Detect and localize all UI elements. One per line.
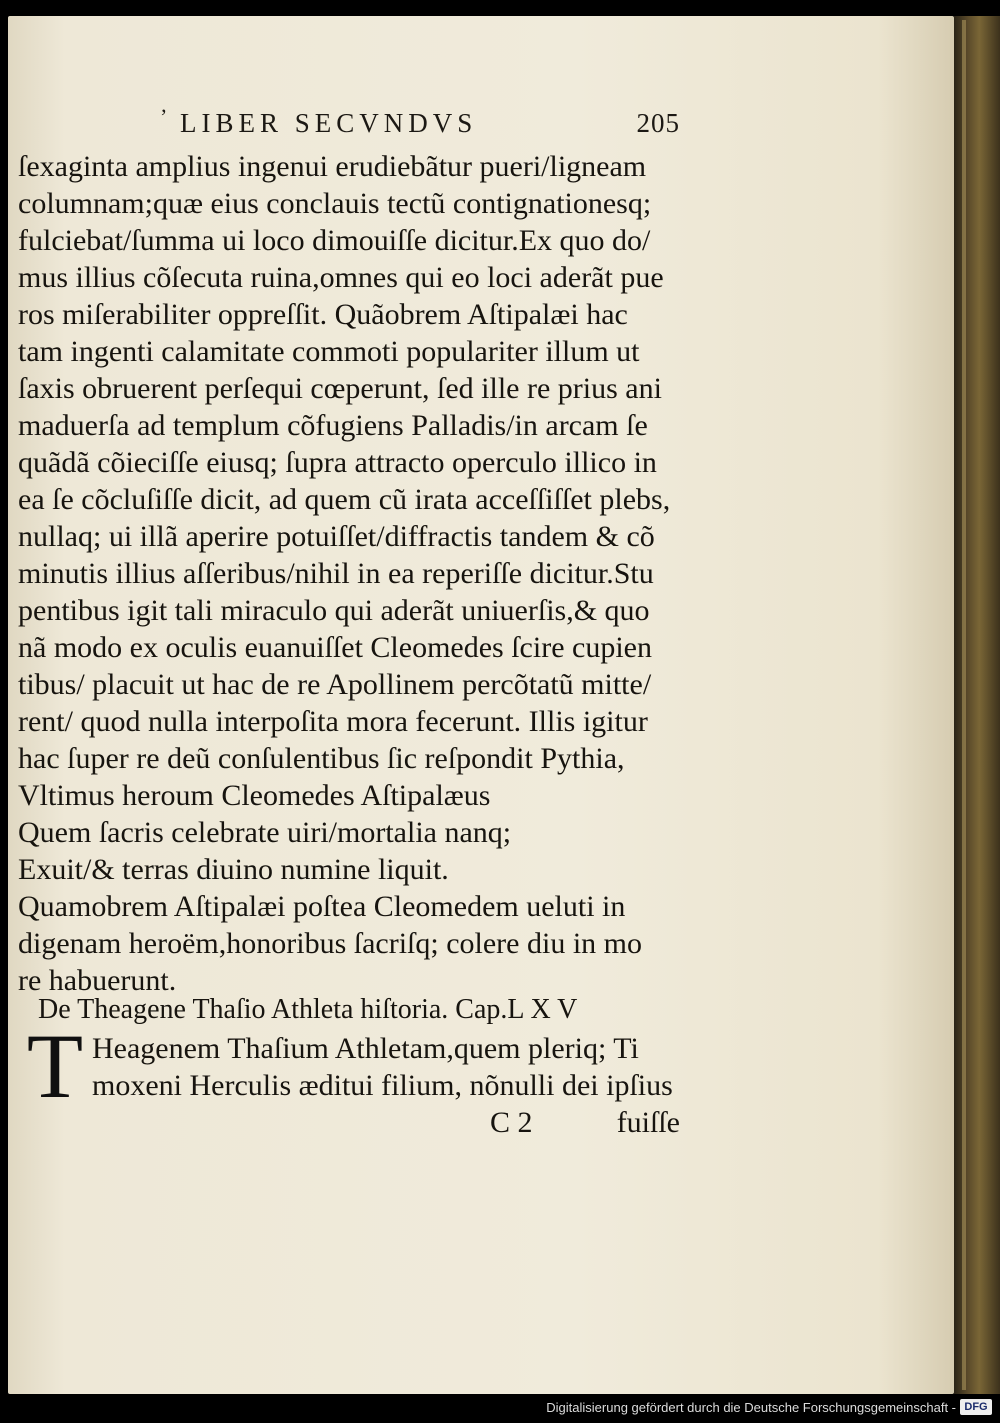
running-title: LIBER SECVNDVS <box>180 108 478 138</box>
book-spine <box>954 16 1000 1394</box>
page-foot <box>490 1106 680 1146</box>
text-line: digenam heroëm,honoribus ſacriſq; colere diu in mo <box>18 927 642 960</box>
text-line: ſexaginta amplius ingenui erudiebãtur pueri/ligneam <box>18 150 647 183</box>
verse-line: Exuit/& terras diuino numine liquit. <box>18 853 449 886</box>
text-line: moxeni Herculis æditui filium, nõnulli dei ipſius <box>92 1069 673 1102</box>
text-line: ros miſerabiliter oppreſſit. Quãobrem Aſtipalæi hac <box>18 298 628 331</box>
verse-line: Vltimus heroum Cleomedes Aſtipalæus <box>18 779 491 812</box>
text-line: tibus/ placuit ut hac de re Apollinem percõtatũ mitte/ <box>18 668 652 701</box>
catchword: fuiſſe <box>616 1106 680 1139</box>
text-line: rent/ quod nulla interpoſita mora fecerunt. Illis igitur <box>18 705 648 738</box>
digitization-footer <box>0 1394 1000 1423</box>
page-header <box>160 104 680 144</box>
text-line: fulciebat/ſumma ui loco dimouiſſe dicitur.Ex quo do/ <box>18 224 651 257</box>
chapter-heading: De Theagene Thaſio Athleta hiſtoria. Cap.L X V <box>38 994 578 1025</box>
drop-cap-initial: T <box>26 1015 84 1117</box>
text-line: maduerſa ad templum cõfugiens Palladis/in arcam ſe <box>18 409 648 442</box>
text-line: ſaxis obruerent perſequi cœperunt, ſed ille re prius ani <box>18 372 662 405</box>
funding-credit: Digitalisierung gefördert durch die Deutsche Forschungsgemeinschaft - <box>546 1400 956 1415</box>
text-line: columnam;quæ eius conclauis tectũ contignationesq; <box>18 187 652 220</box>
text-line: tam ingenti calamitate commoti populariter illum ut <box>18 335 640 368</box>
text-line: nã modo ex oculis euanuiſſet Cleomedes ſcire cupien <box>18 631 652 664</box>
text-line: re habuerunt. <box>18 964 177 997</box>
page-number: 205 <box>636 108 680 138</box>
text-line: Heagenem Thaſium Athletam,quem pleriq; Ti <box>92 1032 639 1065</box>
chapter-text <box>92 1030 673 1104</box>
text-line: minutis illius aſſeribus/nihil in ea reperiſſe dicitur.Stu <box>18 557 654 590</box>
text-line: mus illius cõſecuta ruina,omnes qui eo loci aderãt pue <box>18 261 664 294</box>
verse-line: Quem ſacris celebrate uiri/mortalia nanq; <box>18 816 512 849</box>
text-line: nullaq; ui illã aperire potuiſſet/diffractis tandem & cõ <box>18 520 655 553</box>
signature-mark: C 2 <box>490 1106 533 1139</box>
text-line: pentibus igit tali miraculo qui aderãt uniuerſis,& quo <box>18 594 650 627</box>
text-line: Quamobrem Aſtipalæi poſtea Cleomedem ueluti in <box>18 890 626 923</box>
text-line: hac ſuper re deũ conſulentibus ſic reſpondit Pythia, <box>18 742 625 775</box>
dfg-logo: DFG <box>960 1399 992 1415</box>
body-text <box>18 148 698 999</box>
header-mark: ’ <box>160 104 168 129</box>
text-line: ea ſe cõcluſiſſe dicit, ad quem cũ irata acceſſiſſet plebs, <box>18 483 671 516</box>
spine-edge <box>962 20 966 1390</box>
text-line: quãdã cõieciſſe eiusq; ſupra attracto operculo illico in <box>18 446 657 479</box>
